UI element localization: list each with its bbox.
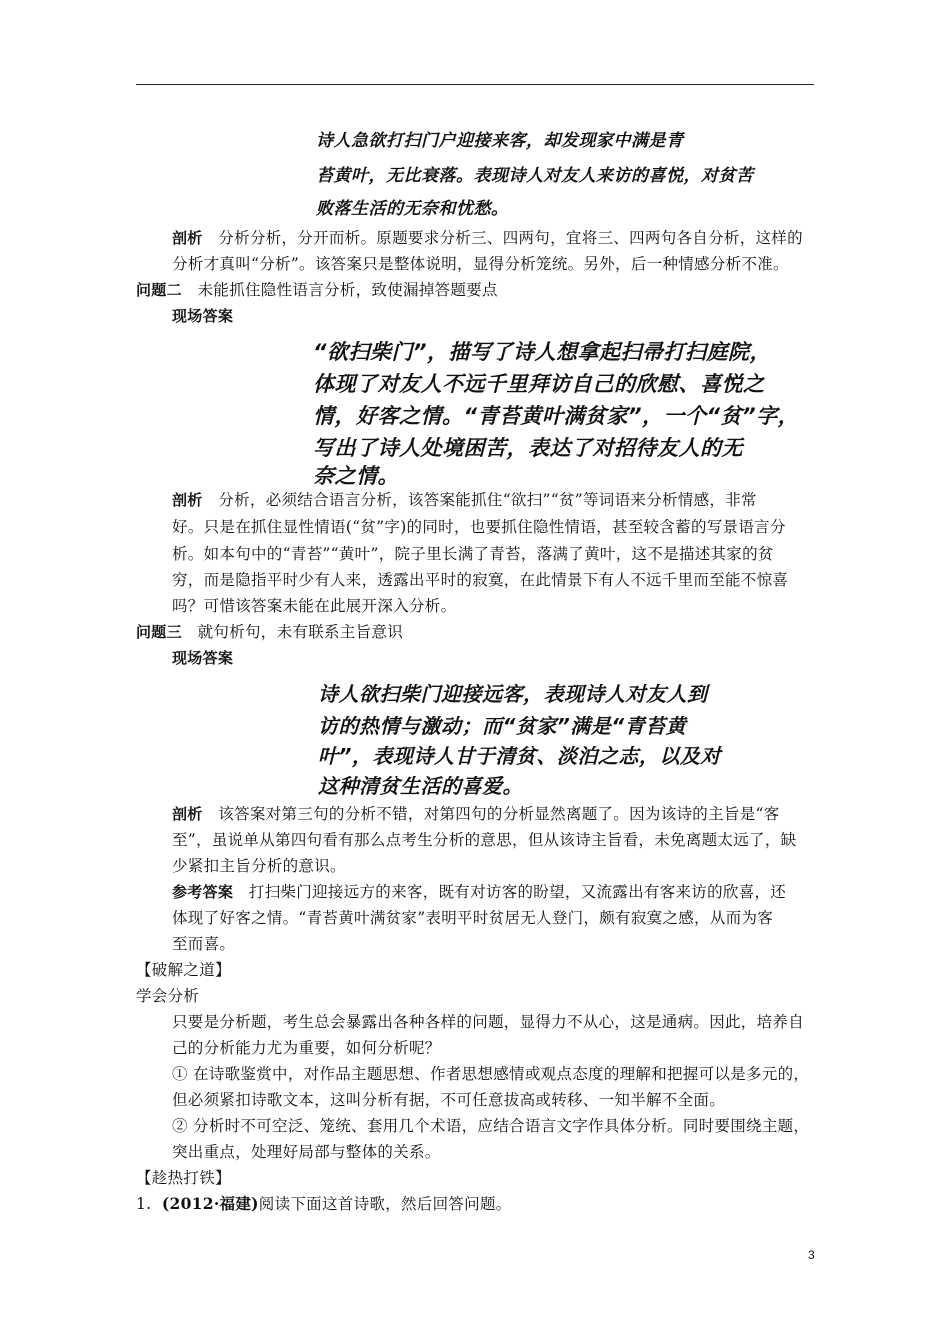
analysis-2-line-5: 吗？可惜该答案未能在此展开深入分析。 <box>172 597 457 615</box>
solution-line: 但必须紧扣诗歌文本，这叫分析有据，不可任意拔高或转移、一知半解不全面。 <box>172 1091 726 1109</box>
analysis-2-line-1 <box>172 490 757 510</box>
handwritten-line: 体现了对友人不远千里拜访自己的欣慰、喜悦之 <box>313 372 765 396</box>
problem-text: 就句析句，未有联系主旨意识 <box>197 623 403 641</box>
handwritten-line: 诗人欲扫柴门迎接远客，表现诗人对友人到 <box>318 682 708 706</box>
practice-item <box>136 1194 512 1214</box>
problem-2-heading <box>136 280 498 300</box>
analysis-text: 该答案对第三句的分析不错，对第四句的分析显然离题了。因为该诗的主旨是“客 <box>218 805 780 823</box>
handwritten-line: 诗人急欲打扫门户迎接来客，却发现家中满是青 <box>316 131 684 151</box>
problem-label: 问题二 <box>136 281 182 299</box>
practice-item-number: 1. <box>136 1195 152 1213</box>
on-site-answer-label: 现场答案 <box>172 307 234 325</box>
practice-item-source: (2012·福建) <box>161 1194 259 1213</box>
analysis-3-line-2: 至”，虽说单从第四句看有那么点考生分析的意思，但从该诗主旨看，未免离题太远了，缺 <box>172 831 797 849</box>
handwritten-line: 败落生活的无奈和忧愁。 <box>316 199 509 219</box>
handwritten-line: 叶”，表现诗人甘于清贫、淡泊之志，以及对 <box>318 744 721 768</box>
analysis-1-line-1 <box>172 228 803 248</box>
solution-line: ② 分析时不可空泛、笼统、套用几个术语，应结合语言文字作具体分析。同时要围绕主题， <box>172 1117 810 1135</box>
analysis-text: 分析分析，分开而析。原题要求分析三、四两句，宜将三、四两句各自分析，这样的 <box>218 229 803 247</box>
solution-line: 只要是分析题，考生总会暴露出各种各样的问题，显得力不从心，这是通病。因此，培养自 <box>172 1013 805 1031</box>
solution-line: 突出重点，处理好局部与整体的关系。 <box>172 1143 441 1161</box>
practice-heading: 【趁热打铁】 <box>136 1169 231 1187</box>
analysis-2-line-2: 好。只是在抓住显性情语(“贫”字)的同时，也要抓住隐性情语，甚至较含蓄的写景语言分 <box>172 518 786 536</box>
analysis-label: 剖析 <box>172 491 203 509</box>
handwritten-line: 写出了诗人处境困苦，表达了对招待友人的无 <box>313 436 743 460</box>
analysis-2-line-3: 析。如本句中的“青苔”“黄叶”，院子里长满了青苔，落满了黄叶，这不是描述其家的贫 <box>172 545 774 563</box>
handwritten-line: 奈之情。 <box>313 464 399 488</box>
problem-3-heading <box>136 622 403 642</box>
handwritten-line: 苔黄叶，无比衰落。表现诗人对友人来访的喜悦，对贫苦 <box>316 166 754 186</box>
reference-answer-text: 打扫柴门迎接远方的来客，既有对访客的盼望，又流露出有客来访的欣喜，还 <box>248 883 787 901</box>
solution-heading: 【破解之道】 <box>136 961 231 979</box>
analysis-label: 剖析 <box>172 805 203 823</box>
solution-line: ① 在诗歌鉴赏中，对作品主题思想、作者思想感情或观点态度的理解和把握可以是多元的， <box>172 1065 810 1083</box>
reference-answer-line-1 <box>172 882 786 902</box>
handwritten-line: 这种清贫生活的喜爱。 <box>318 774 523 798</box>
practice-item-text: 阅读下面这首诗歌，然后回答问题。 <box>258 1195 512 1213</box>
header-rule <box>136 84 814 85</box>
on-site-answer-label: 现场答案 <box>172 649 234 667</box>
analysis-2-line-4: 穷，而是隐指平时少有人来，透露出平时的寂寞，在此情景下有人不远千里而至能不惊喜 <box>172 571 789 589</box>
problem-label: 问题三 <box>136 623 182 641</box>
analysis-3-line-3: 少紧扣主旨分析的意识。 <box>172 857 346 875</box>
solution-line: 己的分析能力尤为重要，如何分析呢？ <box>172 1039 441 1057</box>
reference-answer-label: 参考答案 <box>172 883 234 901</box>
analysis-label: 剖析 <box>172 229 203 247</box>
page-number: 3 <box>808 1248 815 1262</box>
handwritten-line: 情，好客之情。“青苔黄叶满贫家”，一个“贫”字， <box>313 404 800 428</box>
reference-answer-line-3: 至而喜。 <box>172 935 236 953</box>
reference-answer-line-2: 体现了好客之情。“青苔黄叶满贫家”表明平时贫居无人登门，颇有寂寞之感，从而为客 <box>172 909 774 927</box>
analysis-3-line-1 <box>172 804 780 824</box>
analysis-1-line-2: 分析才真叫“分析”。该答案只是整体说明，显得分析笼统。另外，后一种情感分析不准。 <box>172 255 789 273</box>
problem-text: 未能抓住隐性语言分析，致使漏掉答题要点 <box>197 281 498 299</box>
handwritten-line: 访的热情与激动；而“贫家”满是“青苔黄 <box>318 714 687 738</box>
handwritten-line: “欲扫柴门”，描写了诗人想拿起扫帚打扫庭院， <box>313 340 772 364</box>
analysis-text: 分析，必须结合语言分析，该答案能抓住“欲扫”“贫”等词语来分析情感，非常 <box>218 491 757 509</box>
solution-subheading: 学会分析 <box>136 987 200 1005</box>
